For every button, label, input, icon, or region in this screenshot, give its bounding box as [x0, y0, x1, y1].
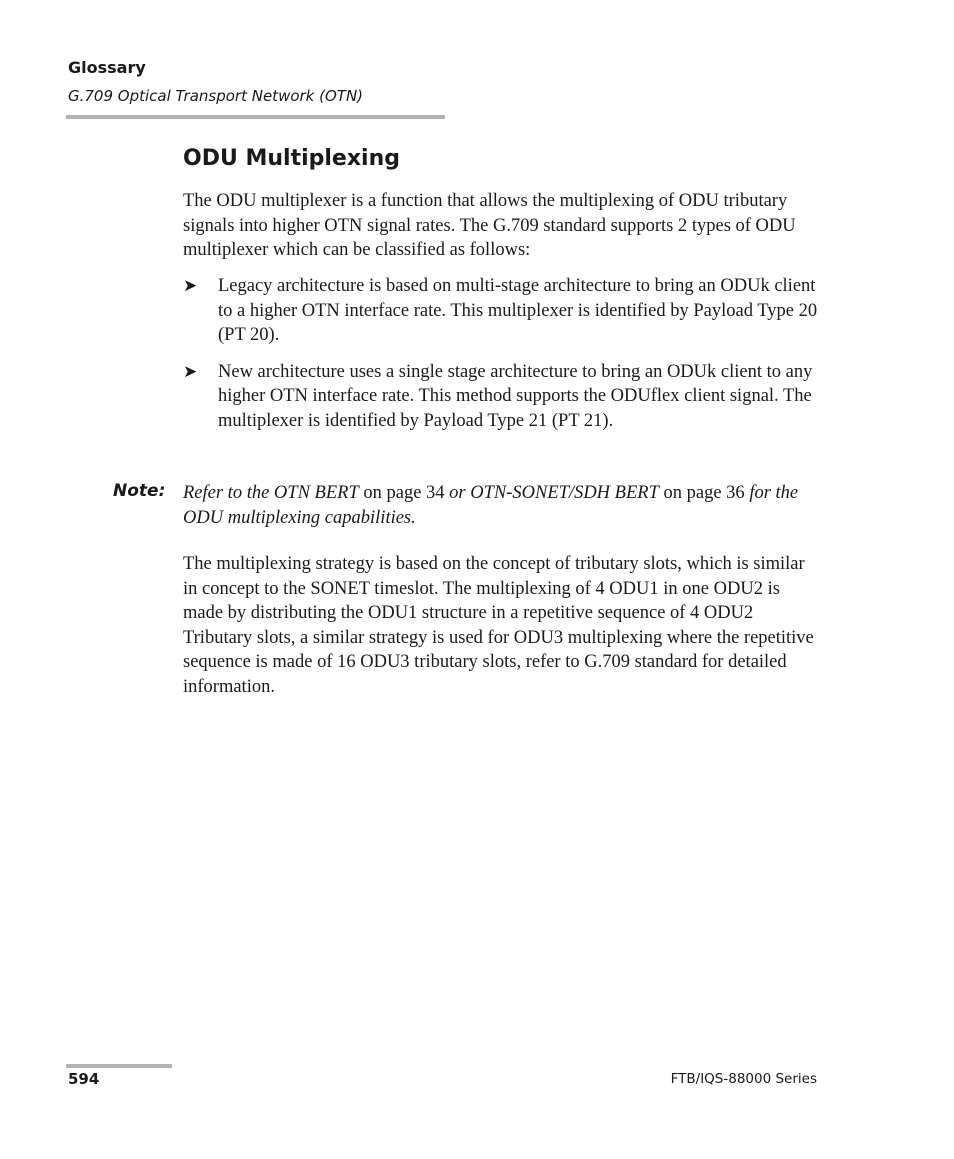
note-text	[183, 481, 823, 530]
note-label: Note:	[113, 481, 166, 501]
list-item-text: New architecture uses a single stage architecture to bring an ODUk client to any higher OTN interface rate. This method supports the ODUflex client signal. The multiplexer is identified by Payload Type 21 (PT 21).	[218, 361, 813, 431]
footer-divider	[66, 1064, 172, 1068]
note-link-otn-sonet-sdh-bert[interactable]: or OTN-SONET/SDH BERT	[449, 483, 659, 503]
running-header-subtitle: G.709 Optical Transport Network (OTN)	[68, 87, 364, 105]
product-series: FTB/IQS-88000 Series	[670, 1071, 817, 1087]
list-item-text: Legacy architecture is based on multi-stage architecture to bring an ODUk client to a higher OTN interface rate. This multiplexer is identified by Payload Type 20 (PT 20).	[218, 276, 818, 346]
section-title: ODU Multiplexing	[183, 146, 400, 171]
note-tail: for the ODU multiplexing capabilities.	[183, 483, 799, 528]
note-page-ref-2: on page 36	[658, 483, 750, 503]
note-link-otn-bert[interactable]: Refer to the OTN BERT	[183, 483, 359, 503]
tributary-slots-paragraph: The multiplexing strategy is based on the concept of tributary slots, which is similar in concept to the SONET timeslot. The multiplexing of 4 ODU1 in one ODU2 is made by distributing the ODU1 structure in a repetitive sequence of 4 ODU2 Tributary slots, a similar strategy is used for ODU3 multiplexing where the repetitive sequence is made of 16 ODU3 tributary slots, refer to G.709 standard for detailed information.	[183, 554, 814, 697]
architecture-list	[183, 274, 823, 446]
arrow-bullet-icon: ➤	[183, 361, 198, 382]
arrow-bullet-icon: ➤	[183, 276, 198, 296]
note-page-ref-1: on page 34	[358, 483, 450, 503]
running-header-chapter: Glossary	[68, 58, 146, 77]
page-number: 594	[68, 1070, 100, 1088]
header-divider	[66, 115, 445, 119]
intro-paragraph: The ODU multiplexer is a function that allows the multiplexing of ODU tributary signals into higher OTN signal rates. The G.709 standard supports 2 types of ODU multiplexer which can be classified as follows:	[183, 191, 796, 261]
list-item	[183, 274, 823, 348]
list-item	[183, 360, 823, 434]
